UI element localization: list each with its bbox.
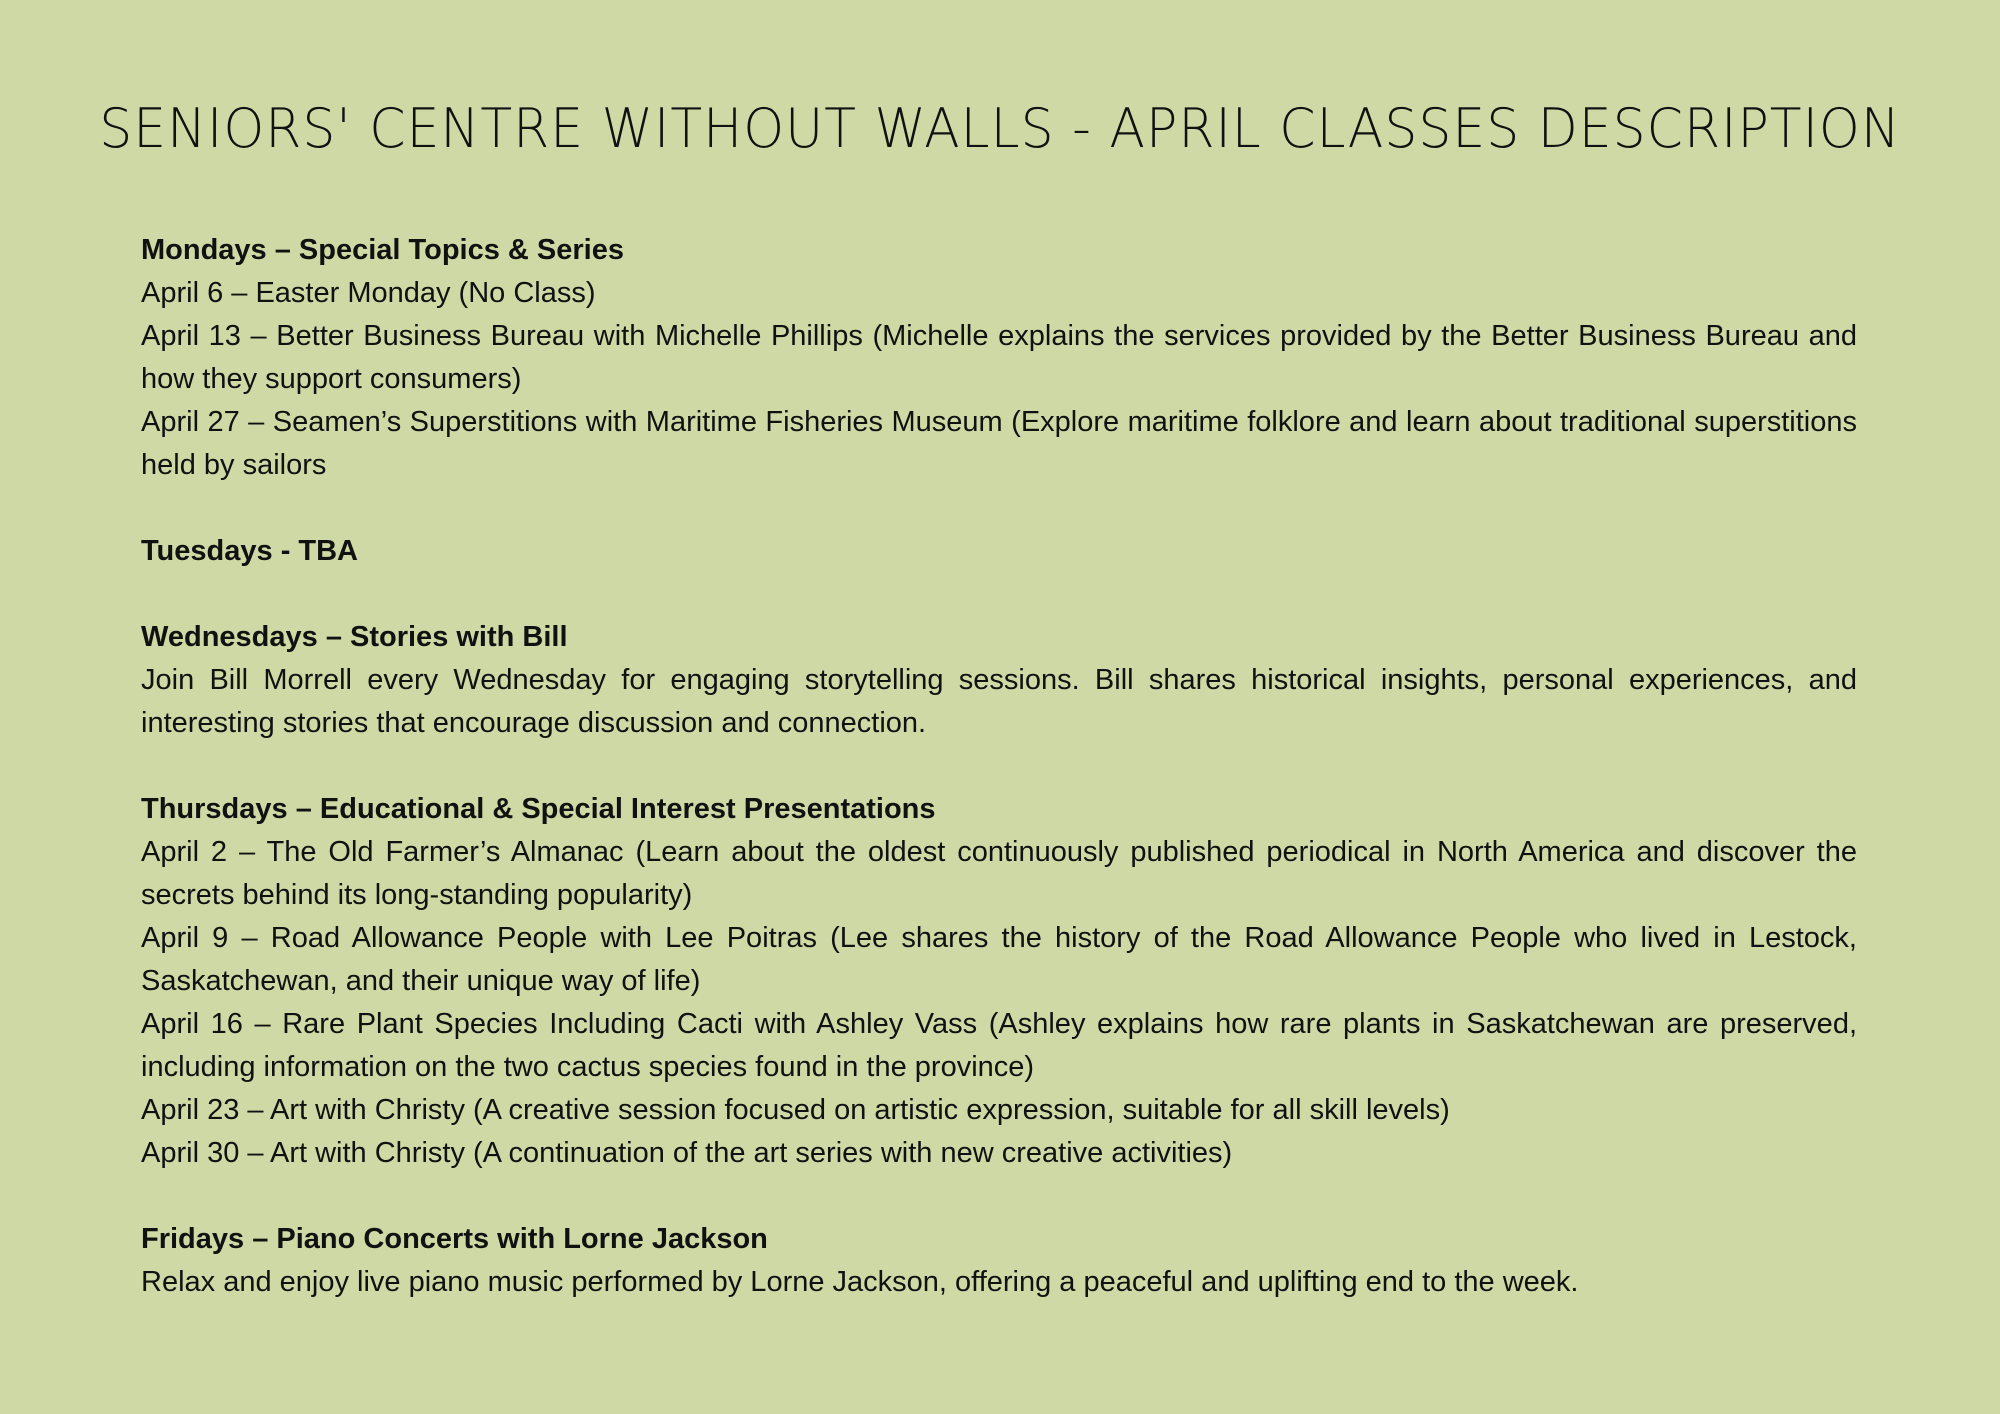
classes-content bbox=[141, 229, 1857, 1347]
section-wednesdays bbox=[141, 616, 1857, 745]
section-heading: Wednesdays – Stories with Bill bbox=[141, 621, 568, 653]
class-entry: April 9 – Road Allowance People with Lee Poitras (Lee shares the history of the Road Allowance People who lived in Lestock, Saskatchewan, and their unique way of life) bbox=[141, 922, 1857, 997]
section-thursdays bbox=[141, 788, 1857, 1175]
page-title: SENIORS' CENTRE WITHOUT WALLS - APRIL CLASSES DESCRIPTION bbox=[99, 97, 1901, 161]
class-entry: April 27 – Seamen’s Superstitions with Maritime Fisheries Museum (Explore maritime folklore and learn about traditional superstitions held by sailors bbox=[141, 406, 1857, 481]
class-entry: April 2 – The Old Farmer’s Almanac (Learn about the oldest continuously published periodical in North America and discover the secrets behind its long-standing popularity) bbox=[141, 836, 1857, 911]
class-entry: April 13 – Better Business Bureau with Michelle Phillips (Michelle explains the services provided by the Better Business Bureau and how they support consumers) bbox=[141, 320, 1857, 395]
class-entry: Relax and enjoy live piano music performed by Lorne Jackson, offering a peaceful and uplifting end to the week. bbox=[141, 1266, 1579, 1298]
section-fridays bbox=[141, 1218, 1857, 1304]
section-heading: Thursdays – Educational & Special Interest Presentations bbox=[141, 793, 936, 825]
section-heading: Fridays – Piano Concerts with Lorne Jackson bbox=[141, 1223, 768, 1255]
class-entry: April 30 – Art with Christy (A continuation of the art series with new creative activities) bbox=[141, 1137, 1233, 1169]
section-heading: Tuesdays - TBA bbox=[141, 535, 359, 567]
class-entry: Join Bill Morrell every Wednesday for engaging storytelling sessions. Bill shares historical insights, personal experiences, and interesting stories that encourage discussion and connection. bbox=[141, 664, 1857, 739]
class-entry: April 16 – Rare Plant Species Including Cacti with Ashley Vass (Ashley explains how rare plants in Saskatchewan are preserved, including information on the two cactus species found in the province) bbox=[141, 1008, 1857, 1083]
section-mondays bbox=[141, 229, 1857, 487]
class-entry: April 6 – Easter Monday (No Class) bbox=[141, 277, 596, 309]
class-entry: April 23 – Art with Christy (A creative session focused on artistic expression, suitable for all skill levels) bbox=[141, 1094, 1450, 1126]
section-tuesdays bbox=[141, 530, 1857, 573]
section-heading: Mondays – Special Topics & Series bbox=[141, 234, 624, 266]
